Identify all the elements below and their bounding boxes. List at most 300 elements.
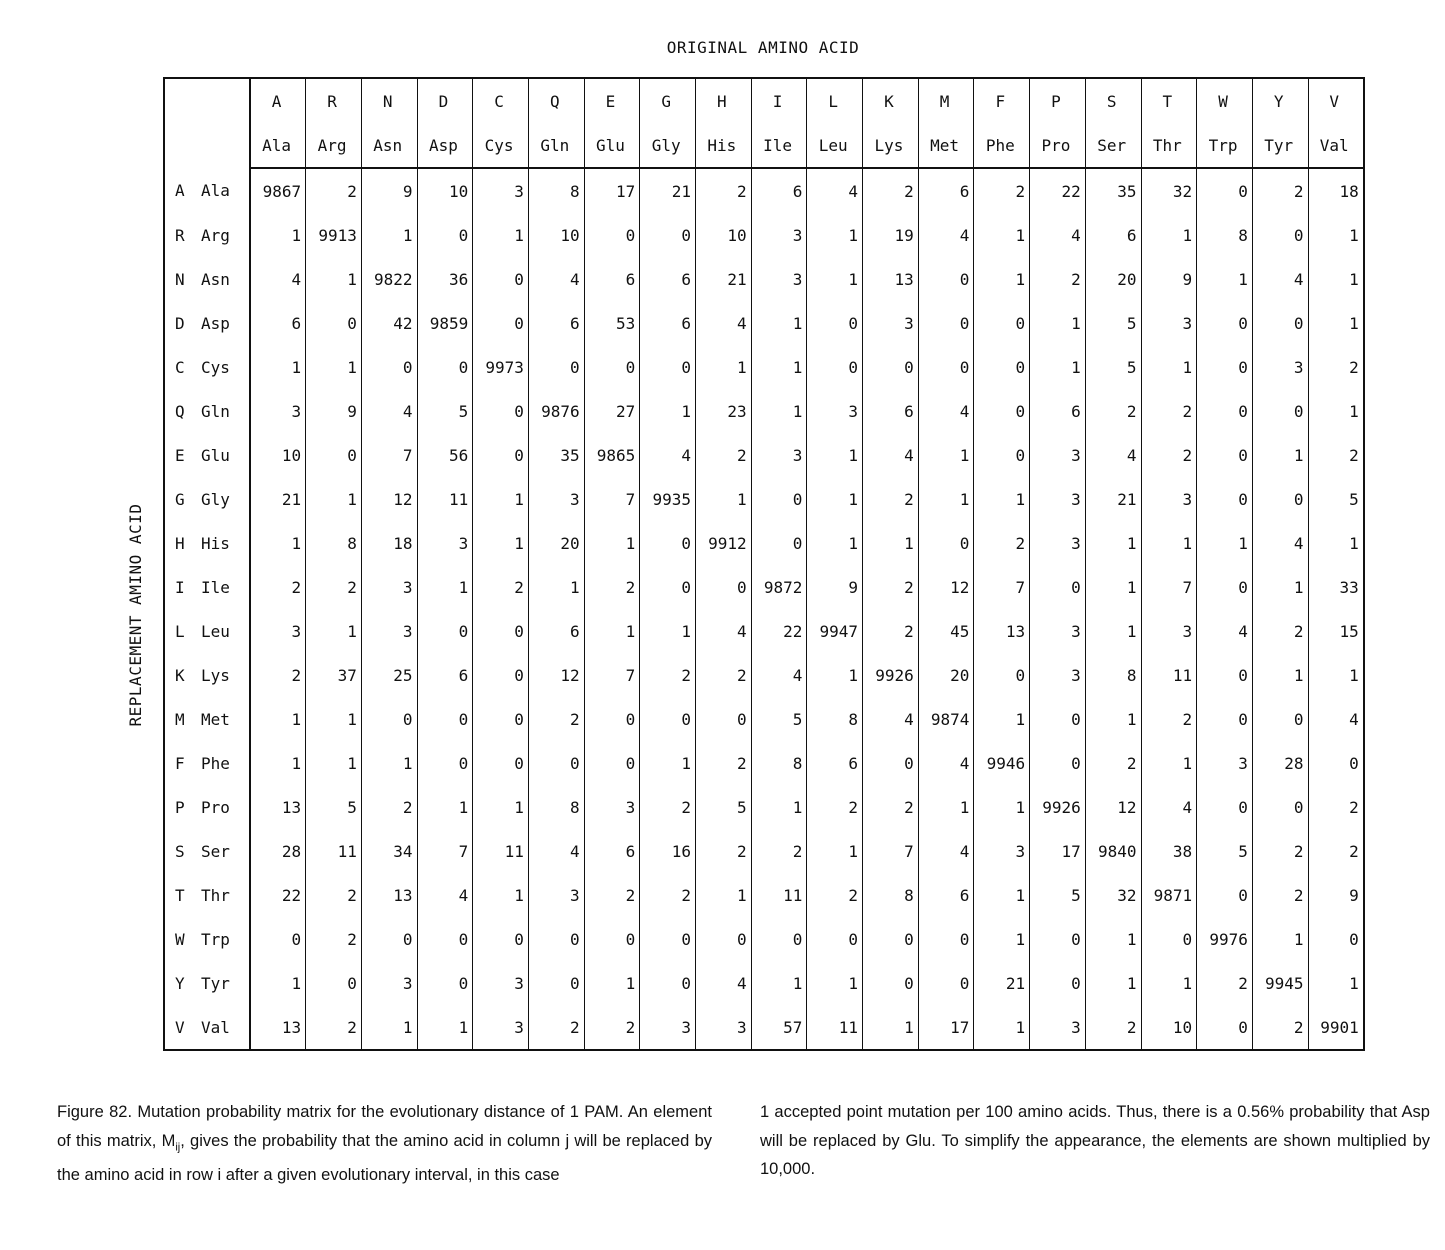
matrix-cell: 3 (1141, 477, 1197, 521)
row-letter: M (175, 709, 185, 729)
matrix-cell: 0 (1252, 213, 1308, 257)
matrix-cell: 1 (250, 521, 306, 565)
column-letter-k: K (863, 78, 919, 123)
matrix-cell: 3 (751, 433, 807, 477)
matrix-cell: 0 (863, 961, 919, 1005)
column-abbr-gln: Gln (528, 123, 584, 168)
matrix-cell: 35 (1085, 168, 1141, 213)
matrix-row-ala (164, 168, 1364, 213)
matrix-cell: 1 (1197, 257, 1253, 301)
matrix-cell: 4 (918, 741, 974, 785)
matrix-cell: 1 (250, 345, 306, 389)
caption-left-column (57, 1098, 712, 1190)
matrix-cell: 2 (306, 565, 362, 609)
row-letter: K (175, 665, 185, 685)
matrix-cell: 5 (1085, 301, 1141, 345)
matrix-cell: 3 (1030, 609, 1086, 653)
matrix-cell: 2 (1308, 785, 1364, 829)
matrix-cell: 8 (528, 168, 584, 213)
matrix-cell: 12 (1085, 785, 1141, 829)
matrix-cell: 0 (918, 961, 974, 1005)
column-letter-s: S (1085, 78, 1141, 123)
matrix-cell: 3 (696, 1005, 752, 1050)
matrix-cell: 0 (1197, 477, 1253, 521)
matrix-cell: 1 (807, 829, 863, 873)
matrix-cell: 2 (863, 565, 919, 609)
matrix-cell: 11 (473, 829, 529, 873)
matrix-cell: 0 (1030, 917, 1086, 961)
matrix-cell: 3 (473, 1005, 529, 1050)
matrix-cell: 0 (918, 345, 974, 389)
row-abbr: Ile (201, 577, 230, 597)
matrix-cell: 0 (1197, 873, 1253, 917)
matrix-cell: 1 (807, 213, 863, 257)
matrix-cell: 0 (473, 697, 529, 741)
row-letter: L (175, 621, 185, 641)
matrix-cell: 9913 (306, 213, 362, 257)
matrix-cell: 28 (1252, 741, 1308, 785)
matrix-cell: 0 (807, 917, 863, 961)
matrix-cell: 0 (417, 609, 473, 653)
matrix-cell: 1 (807, 521, 863, 565)
matrix-cell: 1 (1085, 917, 1141, 961)
matrix-cell: 9 (1308, 873, 1364, 917)
matrix-cell: 0 (640, 213, 696, 257)
matrix-cell: 11 (751, 873, 807, 917)
row-header-val (164, 1005, 250, 1050)
matrix-cell: 12 (918, 565, 974, 609)
row-abbr: Asn (201, 269, 230, 289)
matrix-cell: 21 (1085, 477, 1141, 521)
matrix-cell: 0 (584, 741, 640, 785)
matrix-cell: 1 (807, 257, 863, 301)
matrix-cell: 17 (1030, 829, 1086, 873)
matrix-cell: 0 (1252, 697, 1308, 741)
matrix-row-pro (164, 785, 1364, 829)
row-abbr: Lys (201, 665, 230, 685)
row-header-lys (164, 653, 250, 697)
matrix-row-glu (164, 433, 1364, 477)
matrix-row-val (164, 1005, 1364, 1050)
matrix-cell: 1 (584, 521, 640, 565)
matrix-cell: 1 (751, 345, 807, 389)
matrix-cell: 0 (584, 345, 640, 389)
column-abbr-lys: Lys (863, 123, 919, 168)
matrix-cell: 2 (528, 1005, 584, 1050)
matrix-cell: 9 (1141, 257, 1197, 301)
matrix-cell: 9 (306, 389, 362, 433)
row-abbr: Tyr (201, 973, 230, 993)
matrix-row-asp (164, 301, 1364, 345)
matrix-cell: 2 (863, 477, 919, 521)
caption-text-part-2: , gives the probability that the amino acid in column j will be replaced by the amino acid in row i after a given evolutionary interval, in this case (57, 1131, 712, 1185)
matrix-cell: 1 (751, 389, 807, 433)
matrix-cell: 3 (807, 389, 863, 433)
matrix-cell: 3 (1197, 741, 1253, 785)
matrix-cell: 6 (584, 257, 640, 301)
matrix-cell: 0 (584, 213, 640, 257)
matrix-cell: 22 (1030, 168, 1086, 213)
matrix-cell: 0 (974, 301, 1030, 345)
matrix-cell: 0 (640, 565, 696, 609)
matrix-cell: 3 (863, 301, 919, 345)
row-abbr: Asp (201, 313, 230, 333)
matrix-cell: 3 (1030, 653, 1086, 697)
matrix-cell: 0 (417, 741, 473, 785)
caption-right-column: 1 accepted point mutation per 100 amino acids. Thus, there is a 0.56% probability that Asp will be replaced by Glu. To simplify the appearance, the elements are shown multiplied by 10,000. (760, 1103, 1430, 1178)
column-abbr-asp: Asp (417, 123, 473, 168)
matrix-cell: 3 (1141, 301, 1197, 345)
matrix-cell: 3 (1030, 433, 1086, 477)
matrix-cell: 9859 (417, 301, 473, 345)
column-abbr-arg: Arg (306, 123, 362, 168)
matrix-cell: 0 (473, 433, 529, 477)
matrix-cell: 4 (528, 257, 584, 301)
matrix-cell: 4 (1141, 785, 1197, 829)
row-header-leu (164, 609, 250, 653)
column-letter-g: G (640, 78, 696, 123)
matrix-cell: 0 (640, 697, 696, 741)
matrix-cell: 0 (473, 389, 529, 433)
row-header-glu (164, 433, 250, 477)
matrix-cell: 4 (250, 257, 306, 301)
matrix-cell: 2 (1308, 345, 1364, 389)
matrix-cell: 8 (1197, 213, 1253, 257)
matrix-cell: 2 (1141, 697, 1197, 741)
matrix-cell: 1 (250, 961, 306, 1005)
matrix-cell: 0 (584, 917, 640, 961)
row-header-arg (164, 213, 250, 257)
matrix-cell: 3 (417, 521, 473, 565)
matrix-cell: 1 (361, 1005, 417, 1050)
matrix-cell: 9947 (807, 609, 863, 653)
row-letter: P (175, 797, 185, 817)
matrix-cell: 9976 (1197, 917, 1253, 961)
matrix-cell: 1 (918, 433, 974, 477)
matrix-row-trp (164, 917, 1364, 961)
matrix-cell: 6 (640, 257, 696, 301)
matrix-cell: 1 (1252, 653, 1308, 697)
matrix-cell: 20 (1085, 257, 1141, 301)
matrix-cell: 1 (473, 521, 529, 565)
matrix-cell: 2 (584, 873, 640, 917)
row-header-tyr (164, 961, 250, 1005)
matrix-cell: 0 (863, 345, 919, 389)
matrix-cell: 8 (751, 741, 807, 785)
matrix-cell: 13 (974, 609, 1030, 653)
matrix-cell: 1 (751, 785, 807, 829)
column-letter-c: C (473, 78, 529, 123)
row-abbr: Val (201, 1017, 230, 1037)
matrix-cell: 9840 (1085, 829, 1141, 873)
matrix-row-thr (164, 873, 1364, 917)
matrix-cell: 2 (473, 565, 529, 609)
matrix-cell: 1 (1141, 741, 1197, 785)
matrix-cell: 1 (250, 741, 306, 785)
row-letter: E (175, 445, 185, 465)
matrix-cell: 1 (751, 961, 807, 1005)
matrix-cell: 2 (306, 1005, 362, 1050)
matrix-cell: 6 (1030, 389, 1086, 433)
matrix-cell: 7 (584, 653, 640, 697)
matrix-cell: 11 (1141, 653, 1197, 697)
row-header-ile (164, 565, 250, 609)
matrix-cell: 1 (1308, 257, 1364, 301)
matrix-cell: 2 (974, 521, 1030, 565)
matrix-cell: 3 (751, 257, 807, 301)
matrix-cell: 1 (417, 565, 473, 609)
matrix-cell: 1 (417, 1005, 473, 1050)
matrix-cell: 1 (751, 301, 807, 345)
matrix-cell: 0 (974, 433, 1030, 477)
matrix-cell: 3 (974, 829, 1030, 873)
row-abbr: Phe (201, 753, 230, 773)
matrix-cell: 9946 (974, 741, 1030, 785)
matrix-cell: 2 (751, 829, 807, 873)
row-abbr: Trp (201, 929, 230, 949)
column-letter-header-row (164, 78, 1364, 123)
column-letter-y: Y (1252, 78, 1308, 123)
matrix-cell: 1 (918, 785, 974, 829)
matrix-cell: 1 (696, 345, 752, 389)
matrix-cell: 2 (250, 653, 306, 697)
matrix-cell: 1 (250, 213, 306, 257)
matrix-cell: 0 (417, 961, 473, 1005)
matrix-cell: 17 (584, 168, 640, 213)
matrix-cell: 1 (1085, 697, 1141, 741)
matrix-cell: 0 (361, 917, 417, 961)
matrix-cell: 6 (1085, 213, 1141, 257)
row-header-met (164, 697, 250, 741)
matrix-body (164, 168, 1364, 1050)
matrix-row-ile (164, 565, 1364, 609)
matrix-cell: 0 (584, 697, 640, 741)
matrix-cell: 1 (807, 653, 863, 697)
row-letter: N (175, 269, 185, 289)
matrix-corner (164, 78, 250, 168)
matrix-cell: 0 (974, 389, 1030, 433)
row-letter: T (175, 885, 185, 905)
column-abbr-tyr: Tyr (1252, 123, 1308, 168)
matrix-cell: 2 (1252, 609, 1308, 653)
matrix-cell: 9945 (1252, 961, 1308, 1005)
column-abbr-header-row (164, 123, 1364, 168)
matrix-cell: 1 (974, 477, 1030, 521)
matrix-cell: 7 (361, 433, 417, 477)
row-header-pro (164, 785, 250, 829)
matrix-cell: 1 (1308, 521, 1364, 565)
column-letter-n: N (361, 78, 417, 123)
matrix-cell: 9872 (751, 565, 807, 609)
row-abbr: Cys (201, 357, 230, 377)
column-abbr-asn: Asn (361, 123, 417, 168)
matrix-cell: 21 (250, 477, 306, 521)
matrix-row-arg (164, 213, 1364, 257)
matrix-cell: 3 (250, 389, 306, 433)
matrix-cell: 1 (306, 477, 362, 521)
matrix-cell: 10 (250, 433, 306, 477)
matrix-cell: 0 (1308, 917, 1364, 961)
matrix-cell: 8 (528, 785, 584, 829)
row-abbr: Glu (201, 445, 230, 465)
matrix-cell: 0 (640, 345, 696, 389)
matrix-cell: 4 (863, 697, 919, 741)
matrix-cell: 5 (1308, 477, 1364, 521)
matrix-cell: 2 (1141, 433, 1197, 477)
row-abbr: Thr (201, 885, 230, 905)
matrix-cell: 0 (974, 653, 1030, 697)
matrix-cell: 6 (863, 389, 919, 433)
column-abbr-phe: Phe (974, 123, 1030, 168)
matrix-cell: 3 (1141, 609, 1197, 653)
matrix-cell: 3 (1030, 1005, 1086, 1050)
matrix-cell: 1 (1308, 389, 1364, 433)
matrix-cell: 21 (640, 168, 696, 213)
matrix-cell: 0 (306, 301, 362, 345)
matrix-cell: 0 (306, 433, 362, 477)
matrix-cell: 2 (696, 829, 752, 873)
row-header-his (164, 521, 250, 565)
matrix-cell: 32 (1085, 873, 1141, 917)
row-letter: C (175, 357, 185, 377)
matrix-cell: 0 (528, 917, 584, 961)
row-abbr: Arg (201, 225, 230, 245)
matrix-cell: 0 (1252, 301, 1308, 345)
matrix-cell: 0 (417, 345, 473, 389)
matrix-cell: 1 (306, 697, 362, 741)
matrix-cell: 6 (528, 609, 584, 653)
matrix-cell: 2 (974, 168, 1030, 213)
matrix-cell: 1 (306, 741, 362, 785)
matrix-cell: 4 (640, 433, 696, 477)
matrix-cell: 4 (1252, 257, 1308, 301)
matrix-cell: 1 (250, 697, 306, 741)
matrix-cell: 0 (918, 521, 974, 565)
matrix-cell: 0 (640, 521, 696, 565)
matrix-cell: 6 (250, 301, 306, 345)
column-abbr-val: Val (1308, 123, 1364, 168)
matrix-cell: 1 (974, 785, 1030, 829)
matrix-cell: 9912 (696, 521, 752, 565)
matrix-cell: 0 (1252, 785, 1308, 829)
matrix-cell: 3 (751, 213, 807, 257)
matrix-cell: 1 (1085, 521, 1141, 565)
matrix-cell: 2 (306, 168, 362, 213)
matrix-row-tyr (164, 961, 1364, 1005)
matrix-cell: 6 (528, 301, 584, 345)
row-header-thr (164, 873, 250, 917)
matrix-cell: 18 (361, 521, 417, 565)
matrix-cell: 21 (974, 961, 1030, 1005)
caption-text-part-1: Figure 82. Mutation probability matrix for the evolutionary distance of 1 PAM. An element of this matrix, M (57, 1103, 712, 1150)
matrix-cell: 33 (1308, 565, 1364, 609)
matrix-cell: 4 (751, 653, 807, 697)
matrix-cell: 0 (1197, 565, 1253, 609)
top-axis-label: ORIGINAL AMINO ACID (666, 38, 860, 57)
row-abbr: Gly (201, 489, 230, 509)
column-letter-f: F (974, 78, 1030, 123)
row-abbr: Ser (201, 841, 230, 861)
matrix-cell: 0 (1252, 389, 1308, 433)
matrix-cell: 9926 (863, 653, 919, 697)
matrix-cell: 18 (1308, 168, 1364, 213)
matrix-cell: 1 (1141, 345, 1197, 389)
matrix-cell: 1 (473, 477, 529, 521)
matrix-cell: 2 (584, 565, 640, 609)
matrix-cell: 0 (473, 653, 529, 697)
matrix-cell: 4 (1030, 213, 1086, 257)
row-abbr: His (201, 533, 230, 553)
matrix-cell: 4 (918, 829, 974, 873)
matrix-cell: 42 (361, 301, 417, 345)
matrix-cell: 6 (417, 653, 473, 697)
row-header-gly (164, 477, 250, 521)
matrix-cell: 0 (473, 301, 529, 345)
matrix-cell: 5 (1085, 345, 1141, 389)
matrix-cell: 0 (640, 961, 696, 1005)
matrix-cell: 4 (361, 389, 417, 433)
matrix-cell: 4 (1308, 697, 1364, 741)
matrix-cell: 8 (863, 873, 919, 917)
matrix-cell: 12 (528, 653, 584, 697)
matrix-cell: 0 (696, 697, 752, 741)
row-header-phe (164, 741, 250, 785)
matrix-cell: 0 (1030, 961, 1086, 1005)
matrix-cell: 34 (361, 829, 417, 873)
matrix-cell: 1 (640, 741, 696, 785)
row-letter: Y (175, 973, 185, 993)
matrix-cell: 10 (696, 213, 752, 257)
matrix-cell: 2 (640, 785, 696, 829)
column-letter-t: T (1141, 78, 1197, 123)
matrix-cell: 23 (696, 389, 752, 433)
matrix-cell: 0 (473, 609, 529, 653)
matrix-cell: 0 (1030, 741, 1086, 785)
matrix-cell: 3 (1030, 521, 1086, 565)
matrix-cell: 11 (417, 477, 473, 521)
matrix-cell: 9865 (584, 433, 640, 477)
matrix-cell: 9874 (918, 697, 974, 741)
matrix-cell: 1 (1085, 609, 1141, 653)
matrix-cell: 1 (1197, 521, 1253, 565)
column-letter-a: A (250, 78, 306, 123)
matrix-cell: 2 (807, 785, 863, 829)
matrix-cell: 1 (696, 477, 752, 521)
matrix-cell: 1 (306, 609, 362, 653)
matrix-cell: 0 (361, 697, 417, 741)
matrix-cell: 1 (974, 213, 1030, 257)
row-header-ala (164, 168, 250, 213)
matrix-cell: 1 (1252, 917, 1308, 961)
matrix-cell: 19 (863, 213, 919, 257)
matrix-cell: 8 (1085, 653, 1141, 697)
matrix-cell: 57 (751, 1005, 807, 1050)
matrix-cell: 3 (1252, 345, 1308, 389)
matrix-cell: 28 (250, 829, 306, 873)
column-abbr-ala: Ala (250, 123, 306, 168)
matrix-cell: 11 (306, 829, 362, 873)
matrix-cell: 0 (918, 917, 974, 961)
matrix-cell: 53 (584, 301, 640, 345)
column-abbr-met: Met (918, 123, 974, 168)
matrix-cell: 5 (696, 785, 752, 829)
matrix-cell: 1 (584, 961, 640, 1005)
matrix-cell: 1 (1141, 521, 1197, 565)
matrix-cell: 1 (1141, 961, 1197, 1005)
row-letter: D (175, 313, 185, 333)
matrix-row-lys (164, 653, 1364, 697)
matrix-cell: 3 (361, 565, 417, 609)
